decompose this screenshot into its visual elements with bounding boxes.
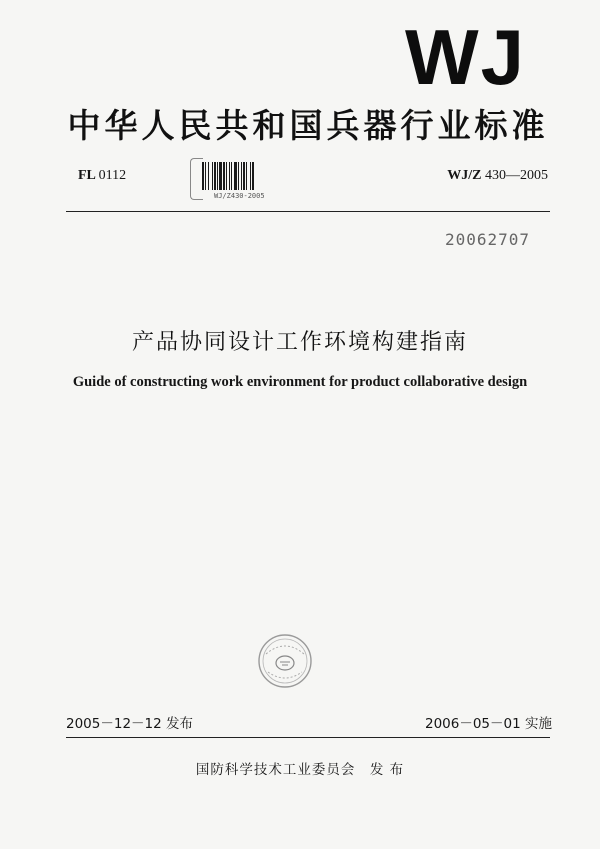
barcode-bar [252,162,254,190]
barcode-bar [223,162,225,190]
standard-number [447,168,548,184]
document-title-english: Guide of constructing work environment for product collaborative design [72,374,528,390]
header-divider [66,211,550,212]
barcode-bar [217,162,218,190]
barcode-bar [241,162,242,190]
classification-code [78,168,126,184]
stamp-number: 20062707 [444,230,530,249]
barcode-bar [219,162,222,190]
barcode-bar [229,162,230,190]
standard-number-prefix: WJ/Z [447,168,482,183]
publisher: 国防科学技术工业委员会 发 布 [195,762,405,778]
barcode-bar [212,162,213,190]
barcode-icon [202,162,286,190]
barcode-bar [243,162,245,190]
document-title-chinese: 产品协同设计工作环境构建指南 [131,330,468,355]
barcode-caption: WJ/Z430-2005 [214,192,265,200]
classification-number: 0112 [98,168,127,183]
wj-logo: WJ [405,13,526,101]
barcode-bar [205,162,206,190]
barcode-bar [208,162,209,190]
official-seal-icon [256,632,314,690]
barcode-bar [238,162,239,190]
barcode-bar [214,162,216,190]
barcode-bar [246,162,247,190]
barcode-bar [250,162,251,190]
issue-date: 2005－12－12 发布 [66,716,194,732]
barcode-bar [202,162,204,190]
implementation-date: 2006－05－01 实施 [424,716,552,732]
barcode-bar [234,162,237,190]
standard-number-value: 430—2005 [485,168,548,183]
standard-category-title: 中华人民共和国兵器行业标准 [67,106,549,145]
barcode-bar [226,162,227,190]
footer-divider [66,737,550,738]
barcode-bar [231,162,232,190]
classification-label: FL [78,168,96,183]
barcode-block [190,158,290,204]
